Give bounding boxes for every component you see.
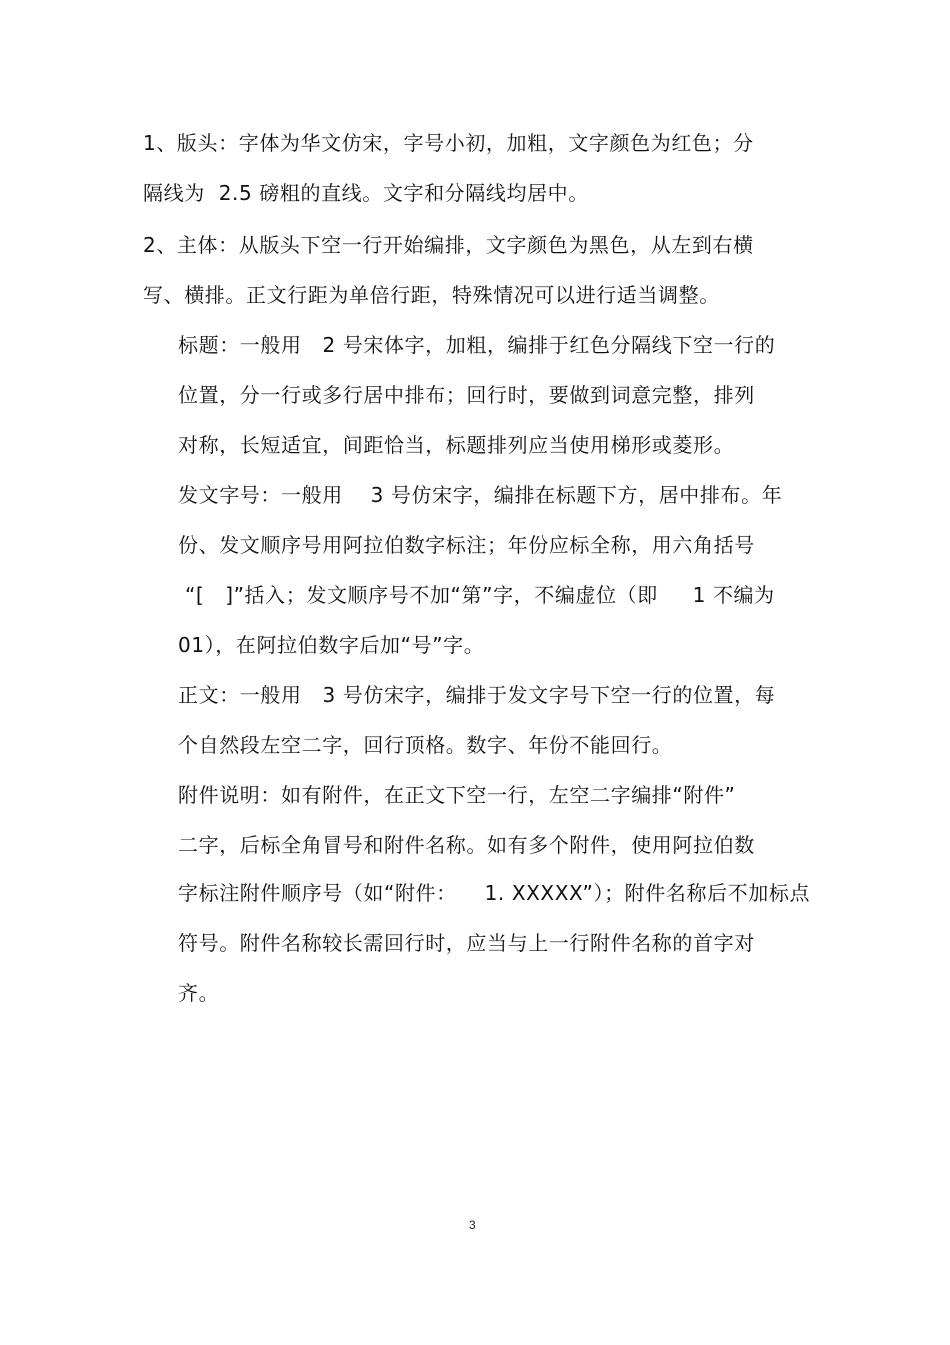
text-line: 二字，后标全角冒号和附件名称。如有多个附件，使用阿拉伯数 (178, 833, 755, 857)
text-line: 对称，长短适宜，间距恰当，标题排列应当使用梯形或菱形。 (178, 433, 735, 457)
text-line: 个自然段左空二字，回行顶格。数字、年份不能回行。 (178, 733, 673, 757)
text-line: 正文：一般用 3 号仿宋字，编排于发文字号下空一行的位置，每 (178, 683, 776, 707)
text-line: 写、横排。正文行距为单倍行距，特殊情况可以进行适当调整。 (143, 283, 720, 307)
text-line: 标题：一般用 2 号宋体字，加粗，编排于红色分隔线下空一行的 (178, 333, 776, 357)
text-line: 字标注附件顺序号（如“附件： 1. XXXXX”）；附件名称后不加标点 (178, 881, 811, 905)
text-line: 齐。 (178, 981, 220, 1005)
text-line: 发文字号：一般用 3 号仿宋字，编排在标题下方，居中排布。年 (178, 483, 783, 507)
text-line: 符号。附件名称较长需回行时，应当与上一行附件名称的首字对 (178, 931, 755, 955)
page-number: 3 (469, 1218, 476, 1232)
text-line: 2、主体：从版头下空一行开始编排，文字颜色为黑色，从左到右横 (143, 233, 754, 257)
text-line: 份、发文顺序号用阿拉伯数字标注；年份应标全称，用六角括号 (178, 533, 755, 557)
text-line: 附件说明：如有附件，在正文下空一行，左空二字编排“附件” (178, 783, 736, 807)
text-line: 隔线为 2.5 磅粗的直线。文字和分隔线均居中。 (143, 181, 589, 205)
text-line: 1、版头：字体为华文仿宋，字号小初，加粗，文字颜色为红色；分 (143, 131, 754, 155)
text-line: 位置，分一行或多行居中排布；回行时，要做到词意完整，排列 (178, 383, 755, 407)
text-line: 01），在阿拉伯数字后加“号”字。 (178, 633, 485, 657)
text-line: “[ ]”括入；发文顺序号不加“第”字，不编虚位（即 1 不编为 (178, 583, 775, 607)
